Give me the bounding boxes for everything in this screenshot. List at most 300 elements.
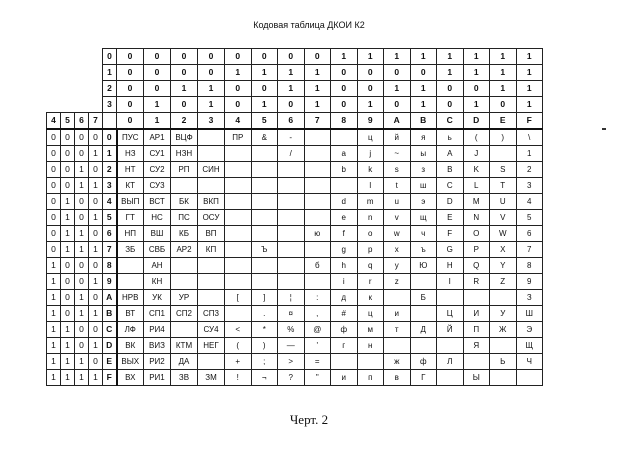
table-title: Кодовая таблица ДКОИ К2 <box>253 20 365 30</box>
code-cell: b <box>331 162 358 178</box>
code-cell: н <box>357 338 384 354</box>
table-row <box>47 146 543 162</box>
code-cell: o <box>357 226 384 242</box>
table-row <box>47 242 543 258</box>
row-bit-cell: 1 <box>89 146 103 162</box>
code-cell: б <box>304 258 331 274</box>
code-cell: N <box>463 210 490 226</box>
code-cell: Й <box>437 322 464 338</box>
code-cell: НП <box>117 226 144 242</box>
code-cell <box>331 354 358 370</box>
row-bit-cell: 1 <box>75 354 89 370</box>
code-cell <box>437 338 464 354</box>
code-cell <box>384 338 411 354</box>
code-cell: м <box>357 322 384 338</box>
code-cell <box>304 194 331 210</box>
code-cell <box>225 242 252 258</box>
code-cell <box>490 290 517 306</box>
code-cell: 2 <box>516 162 543 178</box>
code-cell: НЕГ <box>198 338 225 354</box>
code-cell: Y <box>490 258 517 274</box>
code-cell: П <box>463 322 490 338</box>
column-hex-label: 0 <box>117 113 144 130</box>
row-hex-label: 6 <box>103 226 117 242</box>
code-cell <box>251 194 278 210</box>
code-cell: З <box>516 290 543 306</box>
code-cell: НРВ <box>117 290 144 306</box>
table-row <box>47 274 543 290</box>
code-cell: [ <box>225 290 252 306</box>
code-cell: — <box>278 338 305 354</box>
left-bit-label: 5 <box>61 113 75 130</box>
row-bit-cell: 0 <box>89 194 103 210</box>
code-cell <box>463 290 490 306</box>
code-cell <box>198 274 225 290</box>
row-bit-cell: 0 <box>47 146 61 162</box>
code-cell: a <box>331 146 358 162</box>
code-cell: ВСТ <box>144 194 171 210</box>
code-cell: g <box>331 242 358 258</box>
code-cell: ВТ <box>117 306 144 322</box>
code-cell: t <box>384 178 411 194</box>
code-cell: НС <box>144 210 171 226</box>
bit-header-cell: 0 <box>384 97 411 113</box>
row-bit-cell: 0 <box>61 274 75 290</box>
column-hex-label: 4 <box>225 113 252 130</box>
code-cell <box>278 210 305 226</box>
code-cell <box>278 162 305 178</box>
row-bit-cell: 0 <box>61 258 75 274</box>
empty-corner <box>75 65 89 81</box>
code-cell: h <box>331 258 358 274</box>
code-cell: ( <box>463 129 490 146</box>
code-cell: СП1 <box>144 306 171 322</box>
code-cell: V <box>490 210 517 226</box>
code-cell: Z <box>490 274 517 290</box>
code-cell: СВБ <box>144 242 171 258</box>
bit-header-cell: 0 <box>331 97 358 113</box>
row-bit-cell: 0 <box>75 274 89 290</box>
code-cell: Ы <box>463 370 490 386</box>
code-cell: # <box>331 306 358 322</box>
bit-header-cell: 0 <box>251 49 278 65</box>
code-cell: H <box>437 258 464 274</box>
code-cell: п <box>357 370 384 386</box>
bit-header-cell: 1 <box>384 49 411 65</box>
bit-header-cell: 1 <box>410 81 437 97</box>
empty-corner <box>47 81 61 97</box>
row-hex-label: 1 <box>103 146 117 162</box>
code-cell: p <box>357 242 384 258</box>
bit-header-cell: 0 <box>331 65 358 81</box>
row-bit-cell: 1 <box>61 242 75 258</box>
code-cell: ВХ <box>117 370 144 386</box>
code-cell: B <box>437 162 464 178</box>
code-cell <box>278 194 305 210</box>
column-hex-label: 3 <box>198 113 225 130</box>
column-hex-label: D <box>463 113 490 130</box>
column-hex-label: 6 <box>278 113 305 130</box>
row-bit-cell: 1 <box>47 338 61 354</box>
code-cell: ф <box>331 322 358 338</box>
bit-header-cell: 0 <box>278 49 305 65</box>
code-cell: ЗВ <box>171 370 198 386</box>
row-bit-cell: 1 <box>89 178 103 194</box>
code-cell <box>198 129 225 146</box>
row-bit-cell: 0 <box>89 226 103 242</box>
code-cell: j <box>357 146 384 162</box>
row-bit-cell: 1 <box>75 370 89 386</box>
code-cell: ? <box>278 370 305 386</box>
empty-corner <box>47 97 61 113</box>
row-hex-label: F <box>103 370 117 386</box>
code-cell: y <box>384 258 411 274</box>
code-cell: Э <box>516 322 543 338</box>
row-bit-cell: 1 <box>89 274 103 290</box>
code-cell: РП <box>171 162 198 178</box>
bit-header-cell: 0 <box>198 49 225 65</box>
code-cell: УК <box>144 290 171 306</box>
code-cell: СУ2 <box>144 162 171 178</box>
code-cell <box>225 194 252 210</box>
empty-corner <box>61 81 75 97</box>
code-cell <box>278 274 305 290</box>
code-cell: " <box>304 370 331 386</box>
row-bit-cell: 1 <box>61 322 75 338</box>
code-cell: ] <box>251 290 278 306</box>
row-bit-cell: 1 <box>47 274 61 290</box>
empty-corner <box>61 97 75 113</box>
bit-header-cell: 0 <box>304 49 331 65</box>
hex-corner <box>103 113 117 130</box>
code-cell: СУ1 <box>144 146 171 162</box>
code-cell <box>490 146 517 162</box>
code-cell: НТ <box>117 162 144 178</box>
code-cell: ш <box>410 178 437 194</box>
code-cell: ; <box>251 354 278 370</box>
code-cell: ЗБ <box>117 242 144 258</box>
bit-header-cell: 0 <box>225 81 252 97</box>
bit-header-cell: 0 <box>490 97 517 113</box>
code-cell <box>357 354 384 370</box>
code-cell: / <box>278 146 305 162</box>
code-cell: ЛФ <box>117 322 144 338</box>
code-cell <box>251 258 278 274</box>
row-bit-cell: 1 <box>89 338 103 354</box>
row-bit-cell: 0 <box>75 258 89 274</box>
code-cell <box>251 274 278 290</box>
code-cell: КП <box>198 242 225 258</box>
left-bit-label: 4 <box>47 113 61 130</box>
code-cell: ВШ <box>144 226 171 242</box>
code-cell: ж <box>384 354 411 370</box>
bit-header-cell: 0 <box>357 65 384 81</box>
code-cell <box>251 226 278 242</box>
bit-header-cell: 1 <box>410 49 437 65</box>
row-bit-cell: 0 <box>89 258 103 274</box>
empty-corner <box>61 65 75 81</box>
table-row <box>47 129 543 146</box>
row-bit-cell: 1 <box>47 306 61 322</box>
code-cell: . <box>251 306 278 322</box>
code-cell: ВЫП <box>117 194 144 210</box>
column-hex-label: 8 <box>331 113 358 130</box>
code-cell: * <box>251 322 278 338</box>
row-bit-cell: 0 <box>89 354 103 370</box>
code-cell: щ <box>410 210 437 226</box>
table-row <box>47 258 543 274</box>
bit-header-cell: 1 <box>357 97 384 113</box>
row-bit-cell: 0 <box>47 194 61 210</box>
row-bit-cell: 1 <box>75 306 89 322</box>
row-bit-cell: 1 <box>89 242 103 258</box>
bit-header-cell: 1 <box>437 49 464 65</box>
code-cell <box>304 242 331 258</box>
bit-header-cell: 0 <box>410 65 437 81</box>
bit-header-row <box>47 65 543 81</box>
bit-row-label: 1 <box>103 65 117 81</box>
bit-header-cell: 0 <box>278 97 305 113</box>
code-cell <box>198 290 225 306</box>
code-cell: ПР <box>225 129 252 146</box>
empty-corner <box>75 49 89 65</box>
row-bit-cell: 0 <box>89 290 103 306</box>
code-cell <box>410 306 437 322</box>
column-hex-label: A <box>384 113 411 130</box>
code-cell <box>171 178 198 194</box>
bit-row-label: 0 <box>103 49 117 65</box>
bit-header-cell: 0 <box>144 65 171 81</box>
code-cell <box>251 210 278 226</box>
code-cell: m <box>357 194 384 210</box>
code-cell: ВЫХ <box>117 354 144 370</box>
code-cell: Л <box>437 354 464 370</box>
bit-header-cell: 1 <box>516 97 543 113</box>
empty-corner <box>47 65 61 81</box>
bit-header-row <box>47 97 543 113</box>
bit-header-cell: 0 <box>171 65 198 81</box>
row-bit-cell: 0 <box>47 242 61 258</box>
code-cell: E <box>437 210 464 226</box>
code-cell <box>278 226 305 242</box>
bit-header-cell: 1 <box>251 97 278 113</box>
code-cell: ВП <box>198 226 225 242</box>
bit-header-cell: 1 <box>278 81 305 97</box>
code-cell: ! <box>225 370 252 386</box>
code-cell: УР <box>171 290 198 306</box>
code-cell: ОСУ <box>198 210 225 226</box>
code-cell: ( <box>225 338 252 354</box>
code-cell: в <box>384 370 411 386</box>
code-cell: РИ1 <box>144 370 171 386</box>
code-cell <box>198 354 225 370</box>
table-row <box>47 290 543 306</box>
code-cell <box>304 129 331 146</box>
code-cell: u <box>384 194 411 210</box>
row-bit-cell: 0 <box>61 290 75 306</box>
bit-header-cell: 1 <box>304 97 331 113</box>
code-cell: R <box>463 274 490 290</box>
code-cell: СУ4 <box>198 322 225 338</box>
code-cell: ¤ <box>278 306 305 322</box>
code-cell: i <box>331 274 358 290</box>
column-hex-label: 1 <box>144 113 171 130</box>
code-cell: АР2 <box>171 242 198 258</box>
code-cell: ВКП <box>198 194 225 210</box>
row-bit-cell: 1 <box>89 370 103 386</box>
code-cell: \ <box>516 129 543 146</box>
table-row <box>47 226 543 242</box>
code-cell: w <box>384 226 411 242</box>
row-bit-cell: 0 <box>47 226 61 242</box>
code-cell: 5 <box>516 210 543 226</box>
code-cell: ГТ <box>117 210 144 226</box>
code-cell: ю <box>304 226 331 242</box>
code-cell: ПС <box>171 210 198 226</box>
code-cell: й <box>384 129 411 146</box>
table-row <box>47 194 543 210</box>
code-cell: & <box>251 129 278 146</box>
column-hex-label: 2 <box>171 113 198 130</box>
code-cell: x <box>384 242 411 258</box>
bit-header-cell: 0 <box>437 97 464 113</box>
row-bit-cell: 0 <box>61 146 75 162</box>
code-cell: s <box>384 162 411 178</box>
row-hex-label: 0 <box>103 129 117 146</box>
bit-header-cell: 0 <box>171 49 198 65</box>
code-cell: Ц <box>437 306 464 322</box>
code-cell: КТМ <box>171 338 198 354</box>
code-cell <box>225 258 252 274</box>
code-cell: АР1 <box>144 129 171 146</box>
code-cell: Щ <box>516 338 543 354</box>
column-hex-label: 5 <box>251 113 278 130</box>
hex-header-row <box>47 113 543 130</box>
bit-header-cell: 0 <box>117 65 144 81</box>
row-bit-cell: 1 <box>75 178 89 194</box>
code-cell <box>117 258 144 274</box>
code-cell: У <box>490 306 517 322</box>
bit-header-cell: 0 <box>331 81 358 97</box>
code-cell: и <box>384 306 411 322</box>
bit-header-cell: 0 <box>463 81 490 97</box>
code-cell: т <box>384 322 411 338</box>
bit-header-cell: 1 <box>463 65 490 81</box>
code-cell <box>410 338 437 354</box>
code-cell: S <box>490 162 517 178</box>
code-cell: НЗ <box>117 146 144 162</box>
code-cell: з <box>410 162 437 178</box>
row-bit-cell: 0 <box>89 129 103 146</box>
code-cell <box>490 370 517 386</box>
code-cell: d <box>331 194 358 210</box>
code-cell: % <box>278 322 305 338</box>
code-cell: l <box>357 178 384 194</box>
code-cell: T <box>490 178 517 194</box>
row-hex-label: A <box>103 290 117 306</box>
code-cell: 3 <box>516 178 543 194</box>
code-cell: , <box>304 306 331 322</box>
row-bit-cell: 1 <box>47 290 61 306</box>
table-row <box>47 354 543 370</box>
column-hex-label: E <box>490 113 517 130</box>
code-cell <box>225 146 252 162</box>
row-hex-label: 4 <box>103 194 117 210</box>
code-cell <box>198 146 225 162</box>
code-cell <box>304 146 331 162</box>
row-bit-cell: 0 <box>47 178 61 194</box>
code-cell <box>437 290 464 306</box>
row-bit-cell: 1 <box>47 370 61 386</box>
figure-caption: Черт. 2 <box>289 412 329 427</box>
code-cell: Ь <box>490 354 517 370</box>
code-cell: ) <box>251 338 278 354</box>
row-bit-cell: 1 <box>75 290 89 306</box>
bit-row-label: 3 <box>103 97 117 113</box>
empty-corner <box>89 81 103 97</box>
row-bit-cell: 1 <box>75 226 89 242</box>
table-row <box>47 162 543 178</box>
code-cell <box>331 178 358 194</box>
code-cell: Д <box>410 322 437 338</box>
code-cell: КН <box>144 274 171 290</box>
code-cell: ДА <box>171 354 198 370</box>
row-hex-label: B <box>103 306 117 322</box>
code-cell: БК <box>171 194 198 210</box>
code-cell <box>437 370 464 386</box>
code-cell <box>278 258 305 274</box>
code-cell: ) <box>490 129 517 146</box>
code-cell: U <box>490 194 517 210</box>
code-cell <box>490 338 517 354</box>
code-cell: I <box>437 274 464 290</box>
bit-header-cell: 0 <box>144 81 171 97</box>
code-cell: ф <box>410 354 437 370</box>
column-hex-label: 7 <box>304 113 331 130</box>
code-cell <box>410 274 437 290</box>
row-bit-cell: 0 <box>89 322 103 338</box>
bit-header-cell: 1 <box>357 49 384 65</box>
code-cell <box>117 274 144 290</box>
row-bit-cell: 0 <box>75 338 89 354</box>
row-bit-cell: 0 <box>75 210 89 226</box>
bit-header-cell: 1 <box>251 65 278 81</box>
code-cell: Ж <box>490 322 517 338</box>
code-cell: ь <box>437 129 464 146</box>
code-cell: W <box>490 226 517 242</box>
row-bit-cell: 0 <box>61 129 75 146</box>
empty-corner <box>47 49 61 65</box>
empty-corner <box>75 97 89 113</box>
code-cell <box>278 178 305 194</box>
bit-header-cell: 1 <box>516 49 543 65</box>
empty-corner <box>61 49 75 65</box>
left-bit-label: 6 <box>75 113 89 130</box>
code-cell: Ъ <box>251 242 278 258</box>
empty-corner <box>75 81 89 97</box>
code-cell <box>198 178 225 194</box>
code-cell: e <box>331 210 358 226</box>
row-bit-cell: 0 <box>61 306 75 322</box>
row-bit-cell: 0 <box>75 322 89 338</box>
code-cell: Б <box>410 290 437 306</box>
code-cell: СП3 <box>198 306 225 322</box>
code-cell: K <box>463 162 490 178</box>
code-cell: я <box>410 129 437 146</box>
row-bit-cell: 1 <box>61 210 75 226</box>
bit-header-cell: 0 <box>171 97 198 113</box>
row-bit-cell: 0 <box>61 162 75 178</box>
